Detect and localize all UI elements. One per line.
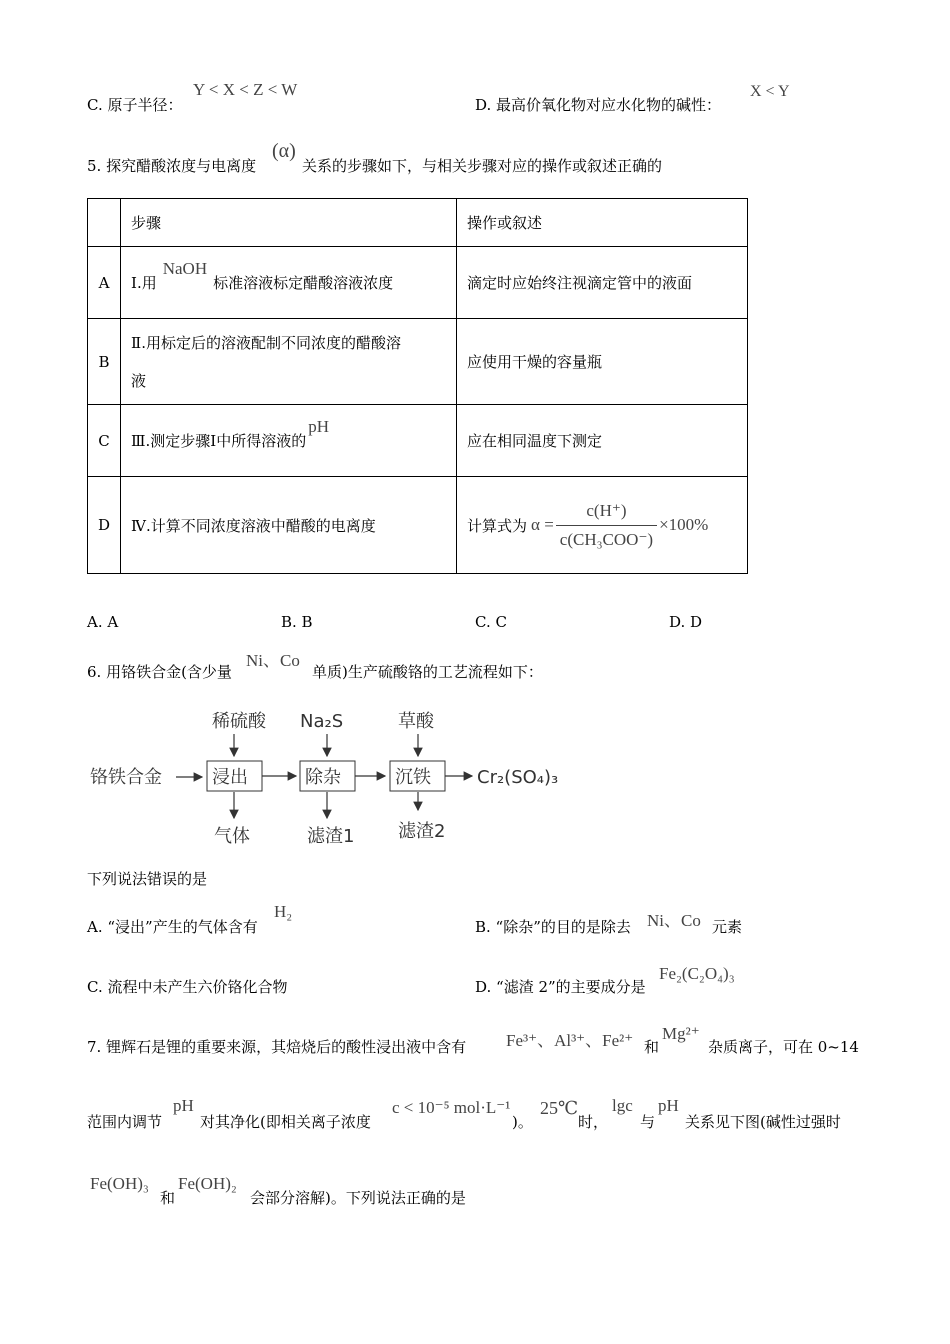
op-text: 计算式为 xyxy=(467,516,528,535)
q6-prompt: 下列说法错误的是 xyxy=(87,870,208,888)
q7-line2-text-4: 时， xyxy=(578,1113,609,1131)
q6-option-a-formula: H₂ xyxy=(274,902,293,921)
q7-ph-1: pH xyxy=(173,1096,194,1115)
row-key: B xyxy=(88,319,121,405)
flow-product: Cr₂(SO₄)₃ xyxy=(477,767,559,788)
q7-line1-text: 7. 锂辉石是锂的重要来源，其焙烧后的酸性浸出液中含有 xyxy=(87,1038,467,1056)
q7-line3-tail: 会部分溶解)。下列说法正确的是 xyxy=(250,1189,466,1207)
q7-line2-text-2: 对其净化(即相关离子浓度 xyxy=(200,1113,371,1131)
q6-option-c: C. 流程中未产生六价铬化合物 xyxy=(87,978,288,996)
q4-option-d-label: D. 最高价氧化物对应水化物的碱性： xyxy=(475,96,722,114)
flow-step3: 沉铁 xyxy=(395,767,431,788)
q5-stem-part2: 关系的步骤如下，与相关步骤对应的操作或叙述正确的 xyxy=(302,157,663,175)
row-step: Ⅳ.计算不同浓度溶液中醋酸的电离度 xyxy=(121,477,457,574)
q4-option-c-formula: Y < X < Z < W xyxy=(193,80,298,99)
op-denominator: c(CH₃COO⁻) xyxy=(559,529,654,549)
q7-concentration: c < 10⁻⁵ mol·L⁻¹ xyxy=(392,1098,511,1117)
q7-lgc: lgc xyxy=(612,1096,633,1115)
flow-reagent3: 草酸 xyxy=(398,711,434,732)
row-op: 滴定时应始终注视滴定管中的液面 xyxy=(457,247,748,319)
q5-alpha: (α) xyxy=(272,140,296,162)
q7-ions-1: Fe³⁺、Al³⁺、Fe²⁺ xyxy=(506,1031,634,1050)
q6-stem-part1: 6. 用铬铁合金(含少量 xyxy=(87,663,232,681)
step-text: Ⅱ.用标定后的溶液配制不同浓度的醋酸溶 xyxy=(131,333,401,352)
row-key: A xyxy=(88,247,121,319)
step-formula: NaOH xyxy=(162,259,208,278)
q4-option-c-label: C. 原子半径： xyxy=(87,96,183,114)
step-text-2: 液 xyxy=(131,371,147,390)
q4-option-d-formula: X < Y xyxy=(750,83,790,100)
q6-option-d: D. “滤渣 2”的主要成分是 xyxy=(475,978,646,996)
q7-line2-tail: 关系见下图(碱性过强时 xyxy=(685,1113,841,1131)
q6-stem-formula: Ni、Co xyxy=(246,651,300,670)
flow-reagent1: 稀硫酸 xyxy=(212,711,266,732)
op-alpha: α = xyxy=(531,515,554,534)
q5-option-a: A. A xyxy=(87,613,119,631)
row-key: C xyxy=(88,405,121,477)
table-header-step: 步骤 xyxy=(121,199,457,247)
op-numerator: c(H⁺) xyxy=(586,500,627,520)
q5-option-d: D. D xyxy=(669,613,703,631)
flow-step1: 浸出 xyxy=(212,767,248,788)
q7-line2-text-3: )。 xyxy=(512,1113,533,1131)
flow-out3: 滤渣2 xyxy=(398,821,446,842)
q7-ions-2: Mg²⁺ xyxy=(662,1024,700,1043)
row-op: 应使用干燥的容量瓶 xyxy=(457,319,748,405)
q7-feoh2: Fe(OH)₂ xyxy=(178,1174,237,1193)
step-formula: pH xyxy=(308,417,329,436)
q7-line1-tail: 杂质离子，可在 0~14 xyxy=(708,1038,859,1056)
q6-option-a: A. “浸出”产生的气体含有 xyxy=(87,918,258,936)
table-header-op: 操作或叙述 xyxy=(457,199,748,247)
q7-feoh3: Fe(OH)₃ xyxy=(90,1174,149,1193)
flow-step2: 除杂 xyxy=(305,767,341,788)
q6-option-b-tail: 元素 xyxy=(712,918,743,936)
q7-line2-text: 范围内调节 xyxy=(87,1113,163,1131)
q7-and-2: 和 xyxy=(160,1189,176,1207)
q6-option-d-formula: Fe₂(C₂O₄)₃ xyxy=(659,964,735,983)
step-text-2: 标准溶液标定醋酸溶液浓度 xyxy=(213,274,394,292)
q5-option-c: C. C xyxy=(475,613,507,631)
q6-option-b: B. “除杂”的目的是除去 xyxy=(475,918,631,936)
step-text: Ⅲ.测定步骤Ⅰ中所得溶液的 xyxy=(131,432,307,450)
op-tail: ×100% xyxy=(659,515,709,534)
q5-option-b: B. B xyxy=(281,613,313,631)
flow-input: 铬铁合金 xyxy=(90,767,162,788)
flow-reagent2: Na₂S xyxy=(300,711,344,732)
q7-line2-text-5: 与 xyxy=(640,1113,656,1131)
q7-temperature: 25℃ xyxy=(540,1098,579,1118)
q7-and-1: 和 xyxy=(644,1038,660,1056)
q5-stem-part1: 5. 探究醋酸浓度与电离度 xyxy=(87,157,257,175)
q6-option-b-formula: Ni、Co xyxy=(647,911,701,930)
flow-out2: 滤渣1 xyxy=(307,826,355,847)
step-text: Ⅰ.用 xyxy=(131,274,157,292)
flow-out1: 气体 xyxy=(214,826,250,847)
q7-ph-2: pH xyxy=(658,1096,679,1115)
q6-stem-part2: 单质)生产硫酸铬的工艺流程如下： xyxy=(312,663,543,681)
row-key: D xyxy=(88,477,121,574)
row-op: 应在相同温度下测定 xyxy=(457,405,748,477)
